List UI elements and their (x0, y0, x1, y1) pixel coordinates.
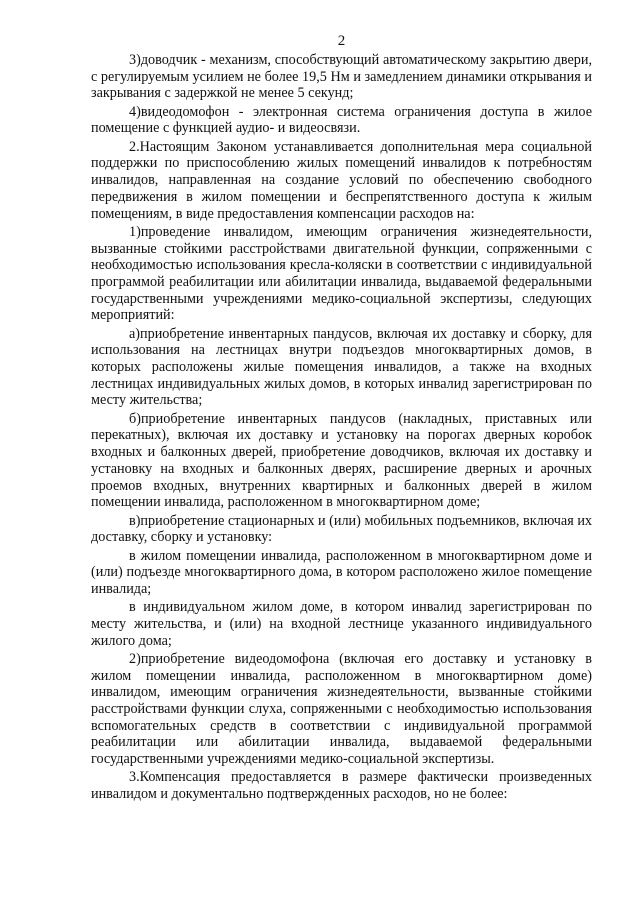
paragraph-item-b-ramps-doors: б)приобретение инвентарных пандусов (накладных, приставных или перекатных), включая их доставку и установку на порогах дверных коробок входных и балконных дверей, приобретение доводчиков, включая их доставку и установку на входных и балконных дверях, расширение дверных и арочных проемов входных, внутренних квартирных и балконных дверей в жилом помещении инвалида, расположенном в многоквартирном доме; (91, 410, 592, 511)
page-number: 2 (337, 33, 346, 49)
paragraph-section-3-compensation: 3.Компенсация предоставляется в размере фактически произведенных инвалидом и документально подтвержденных расходов, но не более: (91, 769, 592, 803)
paragraph-door-closer-definition: 3)доводчик - механизм, способствующий автоматическому закрытию двери, с регулируемым усилием не более 19,5 Нм и замедлением динамики открывания и закрывания с задержкой не менее 5 секунд; (91, 52, 592, 102)
paragraph-section-2-intro: 2.Настоящим Законом устанавливается дополнительная мера социальной поддержки по приспособлению жилых помещений инвалидов к потребностям инвалидов, направленная на создание условий по обеспечению свободного передвижения в жилом помещении и беспрепятственного доступа к жилым помещениям, в виде предоставления компенсации расходов на: (91, 138, 592, 222)
paragraph-item-1-mobility: 1)проведение инвалидом, имеющим ограничения жизнедеятельности, вызванные стойкими расстройствами двигательной функции, сопряженными с необходимостью использования кресла-коляски в соответствии с индивидуальной программой реабилитации или абилитации инвалида, выдаваемой федеральными государственными учреждениями медико-социальной экспертизы, следующих мероприятий: (91, 223, 592, 324)
paragraph-item-a-ramps-stairs: а)приобретение инвентарных пандусов, включая их доставку и сборку, для использования на лестницах внутри подъездов многоквартирных домов, в которых расположены жилые помещения инвалидов, а также на входных лестницах индивидуальных жилых домов, в которых инвалид зарегистрирован по месту жительства; (91, 325, 592, 409)
paragraph-item-v-lifts: в)приобретение стационарных и (или) мобильных подъемников, включая их доставку, сборку и установку: (91, 512, 592, 546)
paragraph-lifts-apartment: в жилом помещении инвалида, расположенном в многоквартирном доме и (или) подъезде многоквартирного дома, в котором расположено жилое помещение инвалида; (91, 547, 592, 597)
paragraph-item-2-video-intercom: 2)приобретение видеодомофона (включая его доставку и установку в жилом помещении инвалида, расположенном в многоквартирном доме) инвалидом, имеющим ограничения жизнедеятельности, вызванные стойкими расстройствами функции слуха, сопряженными с необходимостью использования вспомогательных средств в соответствии с индивидуальной программой реабилитации или абилитации инвалида, выдаваемой федеральными государственными учреждениями медико-социальной экспертизы. (91, 650, 592, 768)
paragraph-video-intercom-definition: 4)видеодомофон - электронная система ограничения доступа в жилое помещение с функцией аудио- и видеосвязи. (91, 103, 592, 137)
paragraph-lifts-private-house: в индивидуальном жилом доме, в котором инвалид зарегистрирован по месту жительства, и (или) на входной лестнице указанного индивидуального жилого дома; (91, 599, 592, 649)
